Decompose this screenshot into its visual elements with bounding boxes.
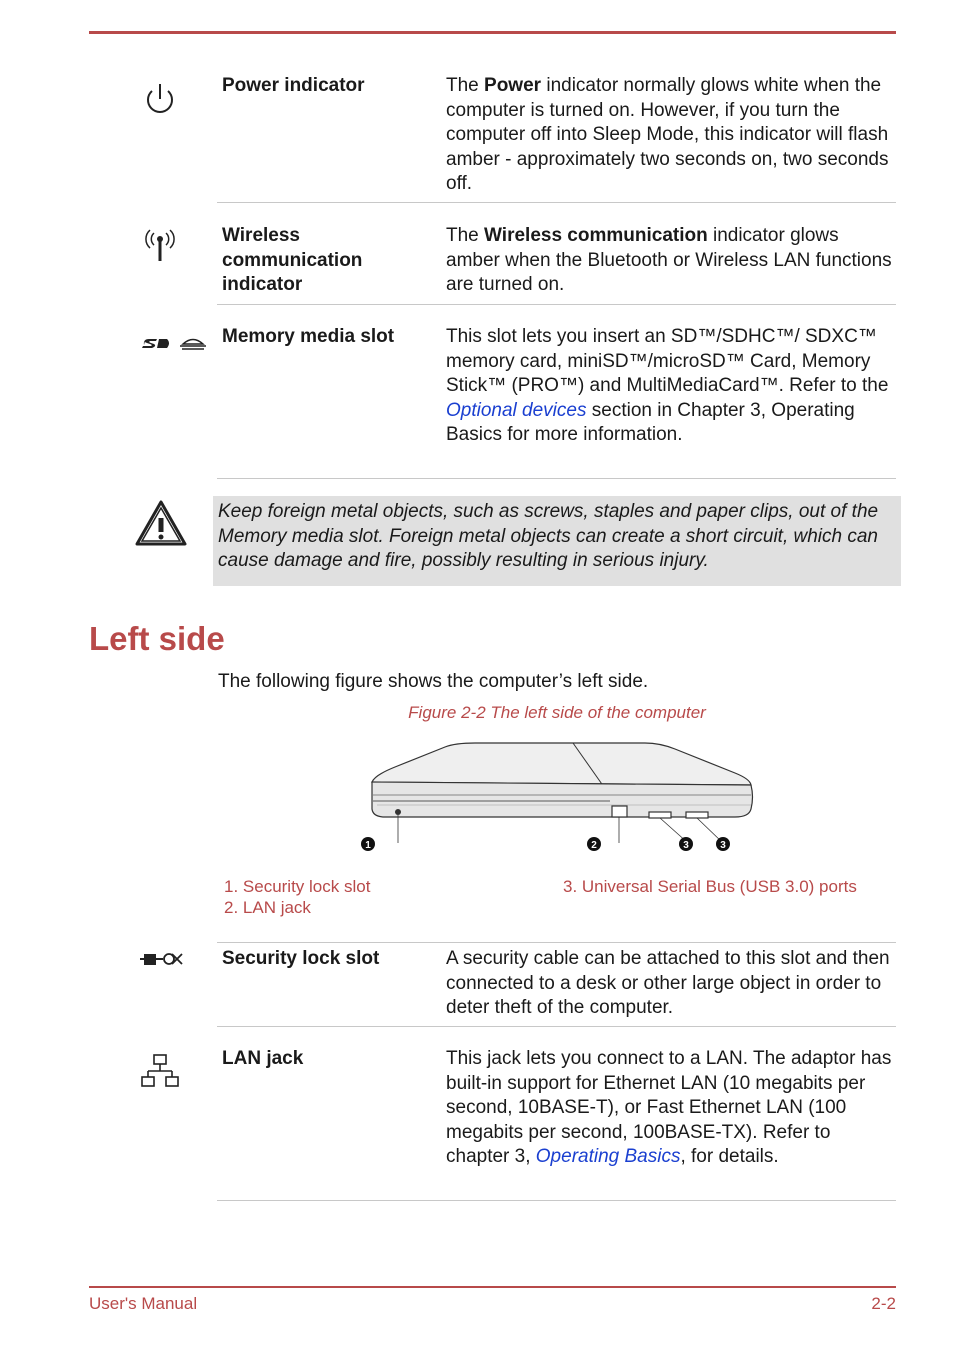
legend-item: 2. LAN jack — [224, 898, 311, 917]
usb-port-mark-1 — [649, 812, 671, 818]
power-indicator-row — [89, 74, 896, 204]
security-lock-icon — [139, 948, 181, 988]
page-number: 2-2 — [871, 1294, 896, 1313]
term: Memory media slot — [222, 326, 395, 347]
intro-text: The following figure shows the computer’s left side. — [218, 671, 649, 692]
row-divider — [217, 202, 896, 203]
description: The Wireless communication indicator glows amber when the Bluetooth or Wireless LAN functions are turned on. — [446, 225, 892, 295]
callout-2: 2 — [591, 840, 597, 851]
term: Wireless communication indicator — [222, 225, 363, 295]
description: A security cable can be attached to this slot and then connected to a desk or other large object in order to deter theft of the computer. — [446, 948, 890, 1018]
row-divider — [217, 478, 896, 479]
term: Power indicator — [222, 75, 365, 96]
callout-1: 1 — [365, 840, 371, 851]
term: LAN jack — [222, 1048, 304, 1069]
lan-jack-row — [89, 1047, 896, 1201]
optional-devices-link[interactable]: Optional devices — [446, 399, 587, 421]
description: This slot lets you insert an SD™/SDHC™/ SDXC™ memory card, miniSD™/microSD™ Card, Memory Stick™ (PRO™) and MultiMediaCard™. Refer to the Optional devices section in Chapter 3, Operating Basics for more information. — [446, 326, 889, 445]
section-title: Left side — [89, 620, 225, 657]
row-divider — [217, 1200, 896, 1201]
usb-port-mark-2 — [686, 812, 708, 818]
lan-icon — [139, 1053, 181, 1093]
left-side-figure — [355, 735, 775, 865]
power-icon — [139, 82, 181, 122]
lan-port-mark — [612, 806, 627, 817]
operating-basics-link[interactable]: Operating Basics — [535, 1146, 681, 1167]
row-divider — [217, 942, 896, 943]
figure-legend-left — [224, 876, 370, 918]
caution-box — [213, 496, 901, 586]
figure-caption: Figure 2-2 The left side of the computer — [408, 703, 706, 722]
header-rule — [89, 31, 896, 34]
row-divider — [217, 1026, 896, 1027]
wireless-icon — [139, 228, 181, 268]
footer-title: User's Manual — [89, 1294, 198, 1313]
warning-icon — [133, 498, 189, 550]
callout-3a: 3 — [683, 840, 689, 851]
wireless-indicator-row — [89, 224, 896, 304]
term: Security lock slot — [222, 948, 380, 969]
legend-item: 3. Universal Serial Bus (USB 3.0) ports — [563, 877, 857, 896]
memory-card-icon — [139, 327, 219, 367]
description: This jack lets you connect to a LAN. The adaptor has built-in support for Ethernet LAN (10 megabits per second, 10BASE-T), or Fast Ethernet LAN (100 megabits per second, 100BASE-TX). Refer to chapter 3, Operating Basics, for details. — [446, 1048, 892, 1167]
footer-rule — [89, 1286, 896, 1288]
security-lock-slot-row — [89, 942, 896, 1026]
caution-text: Keep foreign metal objects, such as screws, staples and paper clips, out of the Memory media slot. Foreign metal objects can create a short circuit, which can cause damage and fire, possibly resulting in serious injury. — [218, 501, 879, 571]
description: The Power indicator normally glows white when the computer is turned on. However, if you turn the computer off into Sleep Mode, this indicator will flash amber - approximately two seconds on, two seconds off. — [446, 75, 889, 194]
callout-3b: 3 — [720, 840, 726, 851]
memory-media-slot-row — [89, 325, 896, 479]
figure-legend-right — [563, 876, 857, 897]
security-lock-slot-mark — [395, 809, 401, 815]
row-divider — [217, 304, 896, 305]
legend-item: 1. Security lock slot — [224, 877, 371, 896]
